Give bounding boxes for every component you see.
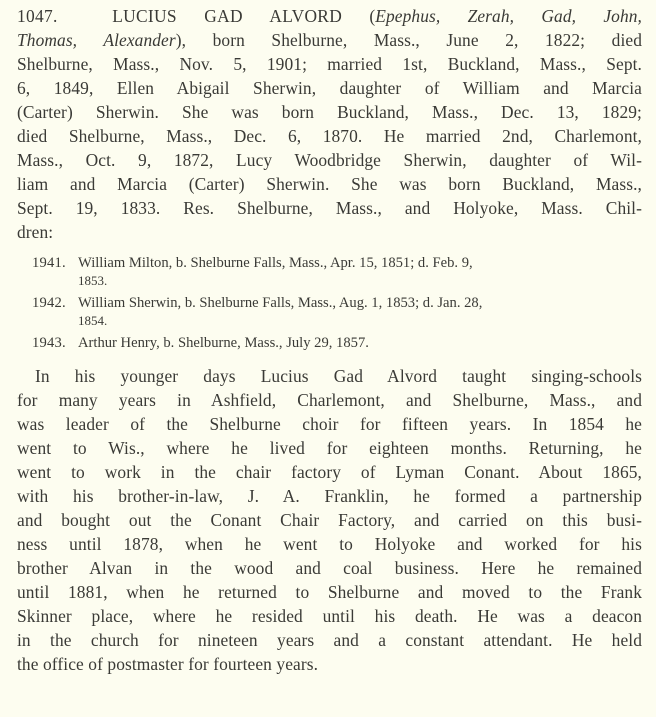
narrative-paragraph [17, 364, 642, 676]
child-text [78, 254, 642, 290]
entry-line-5: (Carter) Sherwin. She was born Buckland, Mass., Dec. 13, 1829; [17, 102, 642, 122]
entry-line-6: died Shelburne, Mass., Dec. 6, 1870. He married 2nd, Charlemont, [17, 126, 642, 146]
narrative-line: until 1881, when he returned to Shelburne and moved to the Frank [17, 582, 642, 602]
child-line-1: William Milton, b. Shelburne Falls, Mass., Apr. 15, 1851; d. Feb. 9, [78, 255, 473, 271]
entry-line-9: Sept. 19, 1833. Res. Shelburne, Mass., and Holyoke, Mass. Chil- [17, 198, 642, 218]
entry-line-4: 6, 1849, Ellen Abigail Sherwin, daughter of William and Marcia [17, 78, 642, 98]
child-number: 1942. [32, 295, 66, 311]
entry-name: LUCIUS GAD ALVORD [112, 6, 343, 26]
ancestry-part-1: Epephus, Zerah, Gad, John, [375, 6, 643, 26]
entry-line-7: Mass., Oct. 9, 1872, Lucy Woodbridge Sherwin, daughter of Wil- [17, 150, 642, 170]
children-list [32, 254, 642, 352]
list-item [32, 294, 642, 330]
narrative-line: the office of postmaster for fourteen years. [17, 654, 319, 674]
narrative-line: with his brother-in-law, J. A. Franklin, he formed a partnership [17, 486, 642, 506]
paren-open: ( [342, 6, 376, 26]
narrative-line: ness until 1878, when he went to Holyoke and worked for his [17, 534, 642, 554]
entry-line-8: liam and Marcia (Carter) Sherwin. She was born Buckland, Mass., [17, 174, 642, 194]
narrative-line: Skinner place, where he resided until his death. He was a deacon [17, 606, 642, 626]
narrative-line: for many years in Ashfield, Charlemont, and Shelburne, Mass., and [17, 390, 642, 410]
child-line-1: William Sherwin, b. Shelburne Falls, Mass., Aug. 1, 1853; d. Jan. 28, [78, 295, 483, 311]
narrative-line: brother Alvan in the wood and coal business. Here he remained [17, 558, 642, 578]
entry-line-3: Shelburne, Mass., Nov. 5, 1901; married 1st, Buckland, Mass., Sept. [17, 54, 642, 74]
list-item [32, 334, 642, 352]
child-line-2: 1854. [78, 313, 108, 328]
child-number: 1943. [32, 335, 66, 351]
child-text [78, 294, 642, 330]
ancestry-part-2: Thomas, Alexander [17, 30, 176, 50]
narrative-line: and bought out the Conant Chair Factory, and carried on this busi- [17, 510, 642, 530]
narrative-line: was leader of the Shelburne choir for fifteen years. In 1854 he [17, 414, 642, 434]
narrative-line: in the church for nineteen years and a constant attendant. He held [17, 630, 642, 650]
child-line-1: Arthur Henry, b. Shelburne, Mass., July 29, 1857. [78, 335, 369, 351]
entry-line-2-rest: ), born Shelburne, Mass., June 2, 1822; died [175, 30, 642, 50]
child-line-2: 1853. [78, 273, 108, 288]
entry-heading-line [17, 4, 642, 28]
entry-number: 1047. [17, 6, 58, 26]
entry-line-2 [17, 28, 642, 52]
entry-paragraph [17, 4, 642, 244]
list-item [32, 254, 642, 290]
narrative-line: In his younger days Lucius Gad Alvord taught singing-schools [35, 366, 642, 386]
entry-line-10: dren: [17, 222, 54, 242]
child-text [78, 334, 642, 352]
narrative-line: went to Wis., where he lived for eighteen months. Returning, he [17, 438, 642, 458]
child-number: 1941. [32, 255, 66, 271]
narrative-line: went to work in the chair factory of Lyman Conant. About 1865, [17, 462, 642, 482]
